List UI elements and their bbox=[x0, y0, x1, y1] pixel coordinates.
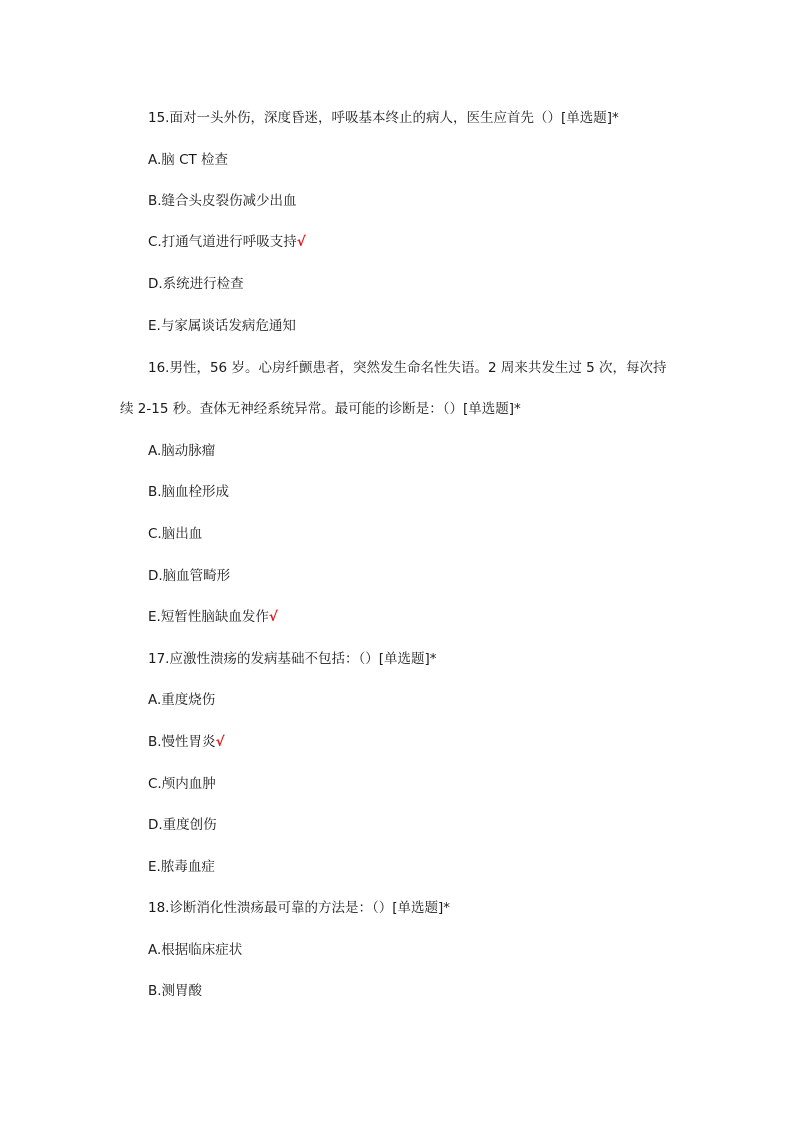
question-18-stem bbox=[148, 898, 450, 918]
question-17-option-e bbox=[148, 857, 215, 877]
option-text: A.脑动脉瘤 bbox=[148, 443, 216, 459]
question-16-stem-line2 bbox=[120, 399, 521, 419]
question-17-option-a bbox=[148, 690, 215, 710]
option-text: E.短暂性脑缺血发作 bbox=[148, 609, 269, 625]
option-text: D.系统进行检查 bbox=[148, 276, 244, 292]
option-text: C.打通气道进行呼吸支持 bbox=[148, 234, 297, 250]
correct-check-icon: √ bbox=[268, 609, 278, 625]
question-16-stem-text-1: 16.男性，56 岁。心房纤颤患者，突然发生命名性失语。2 周来共发生过 5 次，每次持 bbox=[148, 360, 667, 376]
option-text: E.与家属谈话发病危通知 bbox=[148, 318, 296, 334]
question-16-option-e bbox=[148, 607, 278, 627]
question-16-option-d bbox=[148, 566, 230, 586]
option-text: D.脑血管畸形 bbox=[148, 568, 231, 584]
question-16-stem-line1 bbox=[148, 358, 667, 378]
question-15-stem-text: 15.面对一头外伤，深度昏迷，呼吸基本终止的病人，医生应首先（）[单选题]* bbox=[148, 110, 619, 126]
question-16-option-b bbox=[148, 482, 229, 502]
option-text: B.测胃酸 bbox=[148, 983, 203, 999]
question-17-option-b bbox=[148, 732, 225, 752]
question-17-option-c bbox=[148, 774, 216, 794]
option-text: A.脑 CT 检查 bbox=[148, 152, 229, 168]
question-17-stem bbox=[148, 649, 437, 669]
question-15-stem bbox=[148, 108, 619, 128]
option-text: A.根据临床症状 bbox=[148, 942, 243, 958]
question-16-stem-text-2: 续 2-15 秒。查体无神经系统异常。最可能的诊断是：（）[单选题]* bbox=[120, 401, 521, 417]
question-18-option-b bbox=[148, 981, 202, 1001]
correct-check-icon: √ bbox=[215, 734, 225, 750]
question-15-option-c bbox=[148, 232, 306, 252]
question-18-stem-text: 18.诊断消化性溃疡最可靠的方法是：（）[单选题]* bbox=[148, 900, 451, 916]
question-17-option-d bbox=[148, 815, 217, 835]
option-text: A.重度烧伤 bbox=[148, 692, 216, 708]
option-text: E.脓毒血症 bbox=[148, 859, 215, 875]
question-15-option-b bbox=[148, 191, 297, 211]
option-text: B.慢性胃炎 bbox=[148, 734, 216, 750]
question-15-option-e bbox=[148, 316, 296, 336]
question-15-option-a bbox=[148, 150, 228, 170]
question-15-option-d bbox=[148, 274, 244, 294]
option-text: B.缝合头皮裂伤减少出血 bbox=[148, 193, 297, 209]
question-17-stem-text: 17.应激性溃疡的发病基础不包括：（）[单选题]* bbox=[148, 651, 437, 667]
option-text: C.脑出血 bbox=[148, 526, 203, 542]
question-18-option-a bbox=[148, 940, 242, 960]
correct-check-icon: √ bbox=[296, 234, 306, 250]
question-16-option-a bbox=[148, 441, 215, 461]
option-text: C.颅内血肿 bbox=[148, 776, 216, 792]
option-text: B.脑血栓形成 bbox=[148, 484, 230, 500]
question-16-option-c bbox=[148, 524, 202, 544]
option-text: D.重度创伤 bbox=[148, 817, 217, 833]
